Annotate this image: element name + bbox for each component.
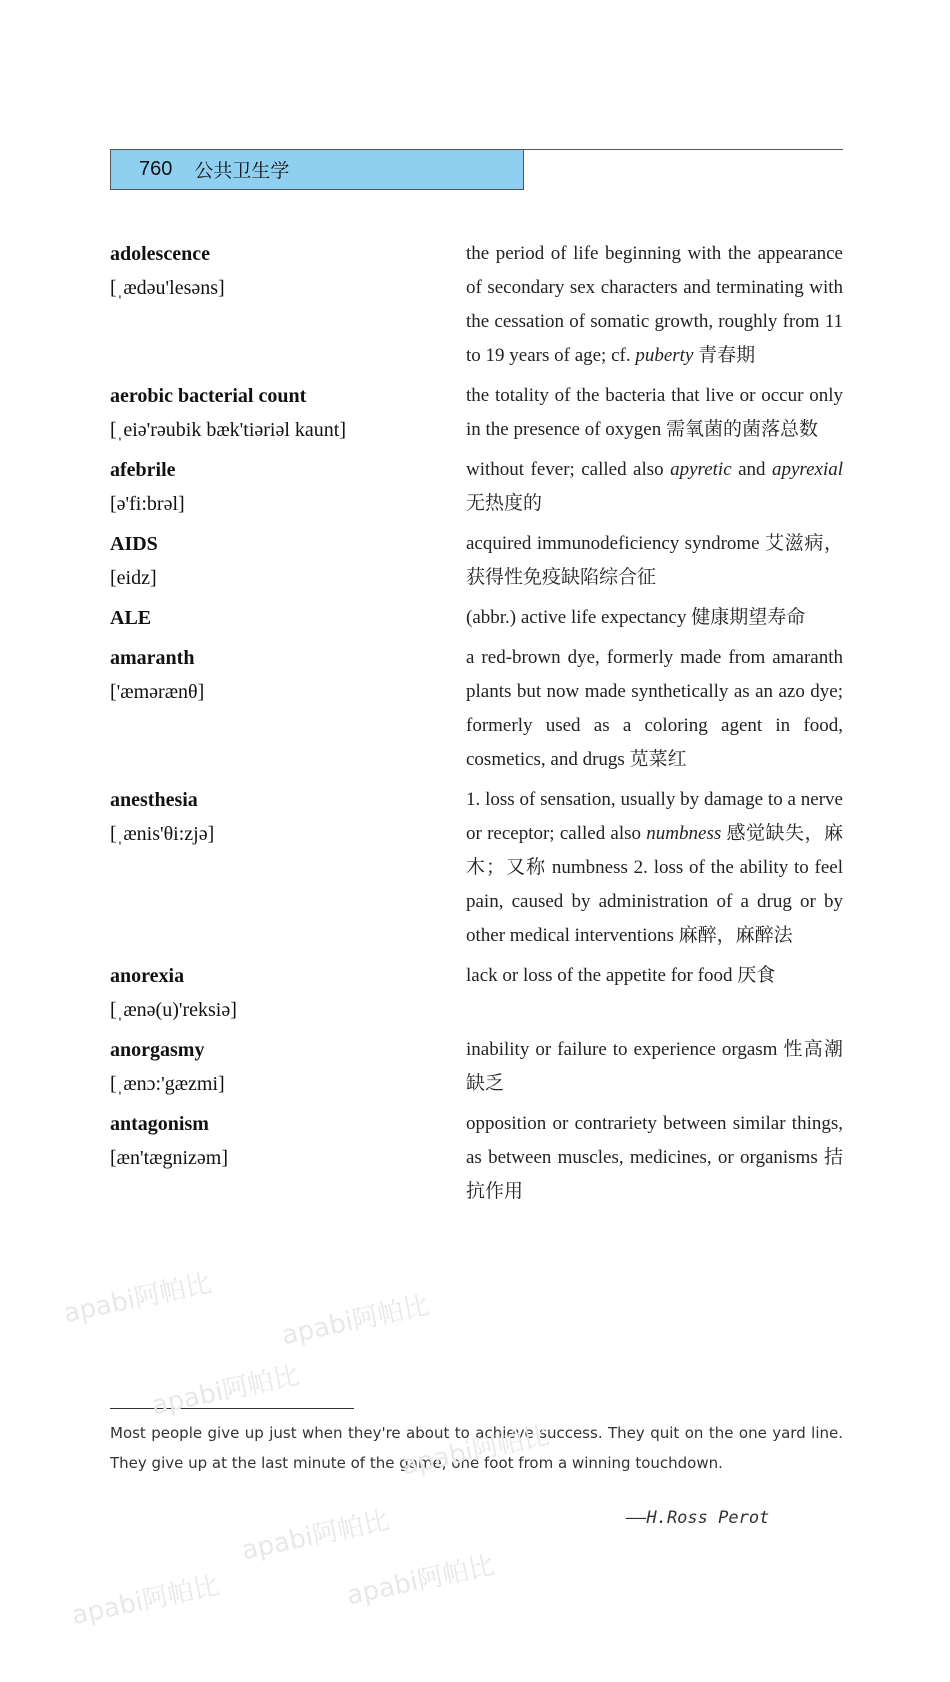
entry-term: anorexia bbox=[110, 965, 185, 987]
entry-term: adolescence bbox=[110, 243, 210, 265]
glossary-entry bbox=[110, 601, 843, 635]
definition-text: acquired immunodeficiency syndrome 艾滋病，获得性免疫缺陷综合征 bbox=[466, 533, 843, 588]
definition-text: (abbr.) active life expectancy 健康期望寿命 bbox=[466, 607, 806, 628]
watermark: apabi阿帕比 bbox=[239, 1505, 393, 1567]
definition-text: opposition or contrariety between similar things, as between muscles, medicines, or organisms 拮抗作用 bbox=[466, 1113, 843, 1202]
definition-text: inability or failure to experience orgasm 性高潮缺乏 bbox=[466, 1039, 843, 1094]
watermark: apabi阿帕比 bbox=[344, 1550, 498, 1612]
term-column bbox=[110, 453, 430, 521]
glossary-entries bbox=[110, 237, 843, 1215]
entry-pronunciation: [ˌænis'θi:zjə] bbox=[110, 823, 215, 845]
entry-term: AIDS bbox=[110, 533, 158, 555]
term-column bbox=[110, 959, 430, 1027]
footnote-rule bbox=[110, 1408, 354, 1409]
entry-term: aerobic bacterial count bbox=[110, 385, 307, 407]
definition-text: the period of life beginning with the appearance of secondary sex characters and terminating with the cessation of somatic growth, roughly from 11 to 19 years of age; cf. bbox=[466, 243, 843, 366]
glossary-entry bbox=[110, 959, 843, 1027]
glossary-entry bbox=[110, 1107, 843, 1209]
definition-text: and bbox=[731, 459, 772, 480]
term-column bbox=[110, 1033, 430, 1101]
glossary-entry bbox=[110, 379, 843, 447]
entry-term: amaranth bbox=[110, 647, 195, 669]
definition-text: lack or loss of the appetite for food 厌食 bbox=[466, 965, 776, 986]
entry-pronunciation: [eidz] bbox=[110, 567, 157, 589]
entry-definition bbox=[466, 527, 843, 595]
entry-pronunciation: [ˌænɔ:'gæzmi] bbox=[110, 1073, 225, 1095]
glossary-entry bbox=[110, 641, 843, 777]
entry-definition bbox=[466, 237, 843, 373]
term-column bbox=[110, 601, 430, 635]
page-number: 760 bbox=[139, 158, 173, 180]
entry-pronunciation: [ˌædəu'lesəns] bbox=[110, 277, 225, 299]
entry-definition bbox=[466, 1107, 843, 1209]
glossary-entry bbox=[110, 237, 843, 373]
entry-pronunciation: [æn'tægnizəm] bbox=[110, 1147, 229, 1169]
quote-author: ——H.Ross Perot bbox=[626, 1508, 770, 1528]
entry-pronunciation: [ˌeiə'rəubik bæk'tiəriəl kaunt] bbox=[110, 419, 347, 441]
entry-definition bbox=[466, 783, 843, 953]
definition-text: 感觉缺失，麻木；又称 numbness 2. loss of the ability to feel pain, caused by administration of a drug or by other medical interventions 麻醉，麻醉法 bbox=[466, 823, 843, 946]
term-column bbox=[110, 527, 430, 595]
watermark: apabi阿帕比 bbox=[399, 1420, 553, 1482]
entry-definition bbox=[466, 601, 843, 635]
watermark: apabi阿帕比 bbox=[279, 1290, 433, 1352]
watermark: apabi阿帕比 bbox=[61, 1268, 215, 1330]
definition-italic-term: puberty bbox=[635, 345, 694, 366]
entry-term: ALE bbox=[110, 607, 152, 629]
term-column bbox=[110, 237, 430, 373]
entry-pronunciation: [ˌænə(u)'reksiə] bbox=[110, 999, 237, 1021]
term-column bbox=[110, 783, 430, 953]
book-title: 公共卫生学 bbox=[194, 160, 290, 182]
running-header bbox=[110, 150, 524, 190]
entry-pronunciation: [ə'fi:brəl] bbox=[110, 493, 185, 515]
entry-pronunciation: ['æmərænθ] bbox=[110, 681, 205, 703]
definition-text: without fever; called also bbox=[466, 459, 671, 480]
term-column bbox=[110, 1107, 430, 1209]
watermark: apabi阿帕比 bbox=[69, 1570, 223, 1632]
definition-italic-term: numbness bbox=[646, 823, 722, 844]
definition-text: 青春期 bbox=[693, 345, 756, 366]
entry-definition bbox=[466, 959, 843, 1027]
entry-definition bbox=[466, 379, 843, 447]
glossary-entry bbox=[110, 453, 843, 521]
entry-definition bbox=[466, 453, 843, 521]
glossary-entry bbox=[110, 1033, 843, 1101]
glossary-entry bbox=[110, 783, 843, 953]
definition-text: the totality of the bacteria that live or occur only in the presence of oxygen 需氧菌的菌落总数 bbox=[466, 385, 843, 440]
entry-term: anorgasmy bbox=[110, 1039, 205, 1061]
term-column bbox=[110, 379, 430, 447]
watermark: apabi阿帕比 bbox=[149, 1360, 303, 1422]
footnote-quote: Most people give up just when they're about to achieve success. They quit on the one yard line. They give up at the last minute of the game, one foot from a winning touchdown. bbox=[110, 1424, 843, 1472]
term-column bbox=[110, 641, 430, 777]
entry-definition bbox=[466, 641, 843, 777]
definition-text: a red-brown dye, formerly made from amaranth plants but now made synthetically as an azo dye; formerly used as a coloring agent in food, cosmetics, and drugs 苋菜红 bbox=[466, 647, 843, 770]
entry-definition bbox=[466, 1033, 843, 1101]
glossary-entry bbox=[110, 527, 843, 595]
entry-term: anesthesia bbox=[110, 789, 198, 811]
entry-term: afebrile bbox=[110, 459, 176, 481]
definition-italic-term: apyretic bbox=[670, 459, 732, 480]
entry-term: antagonism bbox=[110, 1113, 209, 1135]
definition-text: 1. loss of sensation, usually by damage to a nerve or receptor; called also bbox=[466, 789, 843, 844]
definition-text: 无热度的 bbox=[466, 493, 543, 514]
definition-italic-term: apyrexial bbox=[771, 459, 844, 480]
